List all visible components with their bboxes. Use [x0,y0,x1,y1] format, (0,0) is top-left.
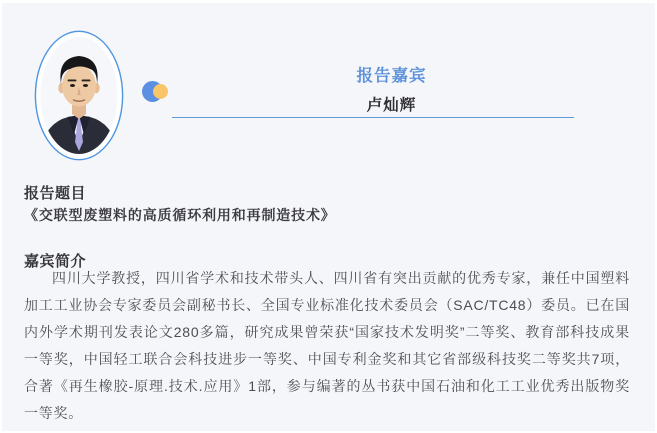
report-title-label: 报告题目 [24,185,87,202]
bio-label: 嘉宾简介 [24,253,87,270]
bio-text: 四川大学教授，四川省学术和技术带头人、四川省有突出贡献的优秀专家，兼任中国塑料加工工业协会专家委员会副秘书长、全国专业标准化技术委员会（SAC/TC48）委员。已在国内外学术期刊发表论文280多篇，研究成果曾荣获“国家技术发明奖”二等奖、教育部科技成果一等奖，中国轻工联合会科技进步一等奖、中国专利金奖和其它省部级科技奖二等奖共7项，合著《再生橡胶-原理.技术.应用》1部，参与编著的丛书获中国石油和化工工业优秀出版物奖一等奖。 [24,270,630,421]
speaker-photo [34,30,124,161]
page-title: 报告嘉宾 [356,67,427,85]
speaker-portrait-image [34,30,124,161]
report-title: 《交联型废塑料的高质循环利用和再制造技术》 [24,207,336,223]
speaker-name: 卢灿辉 [366,97,417,114]
header-divider-line [172,117,574,118]
header [128,62,655,115]
